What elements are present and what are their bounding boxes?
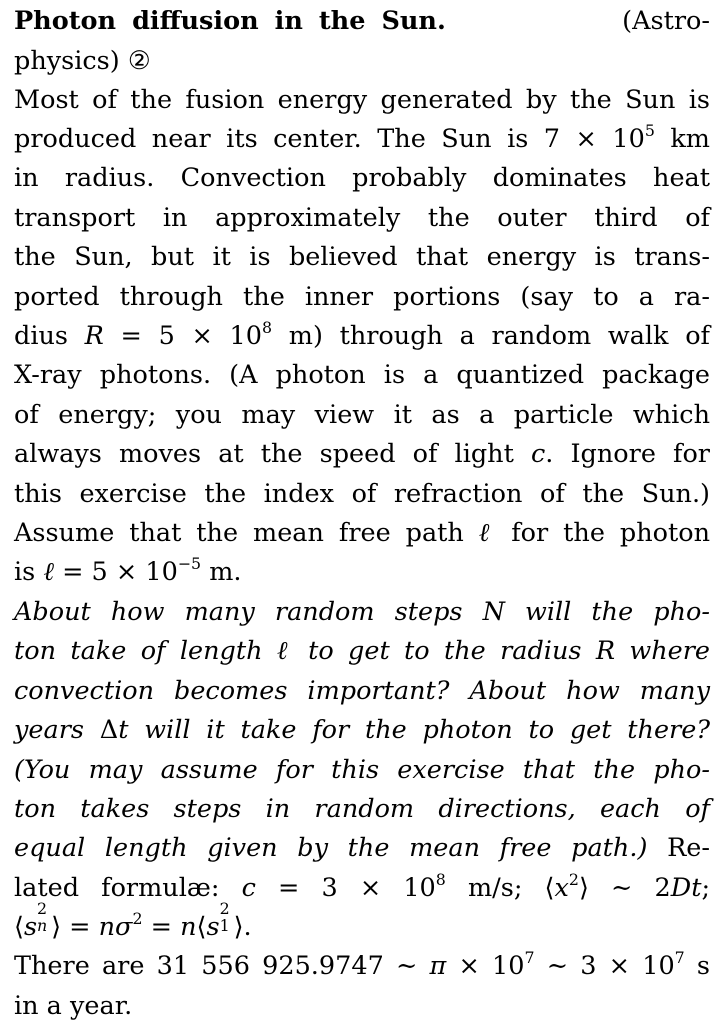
- body-line: the Sun, but it is believed that energy is trans-: [14, 242, 710, 272]
- body-line: equal length given by the mean free path.) Re-: [14, 833, 711, 863]
- body-line: Assume that the mean free path ℓ for the photon: [14, 518, 711, 548]
- question-line: ton takes steps in random directions, each of: [14, 794, 710, 824]
- body-line: this exercise the index of refraction of the Sun.): [14, 479, 710, 509]
- problem-category: (Astro-: [622, 6, 710, 36]
- body-line: of energy; you may view it as a particle which: [14, 400, 710, 430]
- body-line: ported through the inner portions (say to a ra-: [14, 282, 710, 312]
- body-line: dius $R = 5 \times 10^8$ m) through a random walk of: [14, 317, 710, 351]
- body-line: transport in approximately the outer third of: [14, 203, 710, 233]
- question-line: convection becomes important? About how many: [14, 676, 710, 706]
- body-line: X-ray photons. (A photon is a quantized package: [14, 360, 710, 390]
- difficulty-badge: ②: [127, 46, 151, 76]
- body-line: always moves at the speed of light c. Ignore for: [14, 439, 710, 469]
- question-line: years Δt will it take for the photon to get there?: [14, 715, 710, 745]
- formula-line: lated formulæ: $c = 3 \times 10^8$ m/s; $⟨x^2⟩$ ∼ 2Dt;: [14, 869, 711, 903]
- body-line: There are 31 556 925.9747 ∼ $\pi \times 10^7$ ∼ $3 \times 10^7$ s: [14, 947, 710, 981]
- body-line: in radius. Convection probably dominates heat: [14, 163, 710, 193]
- problem-category-cont: physics): [14, 46, 120, 76]
- problem-title-line: [14, 1, 710, 41]
- question-line: (You may assume for this exercise that the pho-: [14, 755, 710, 785]
- problem-title-line-2: [14, 41, 710, 81]
- formula-line: ⟨s 2 n ⟩ = $n\sigma^2$ = n⟨s 2 1 ⟩.: [14, 898, 252, 942]
- body-line: Most of the fusion energy generated by the Sun is: [14, 85, 710, 115]
- question-line: ton take of length ℓ to get to the radius R where: [14, 636, 710, 666]
- problem-title: Photon diffusion in the Sun.: [14, 6, 446, 36]
- body-line: is ℓ = $5 \times 10^{-5}$ m.: [14, 553, 242, 587]
- question-line: About how many random steps N will the pho-: [14, 597, 710, 627]
- body-line: in a year.: [14, 991, 133, 1021]
- body-line: produced near its center. The Sun is $7 \times 10^5$ km: [14, 120, 710, 154]
